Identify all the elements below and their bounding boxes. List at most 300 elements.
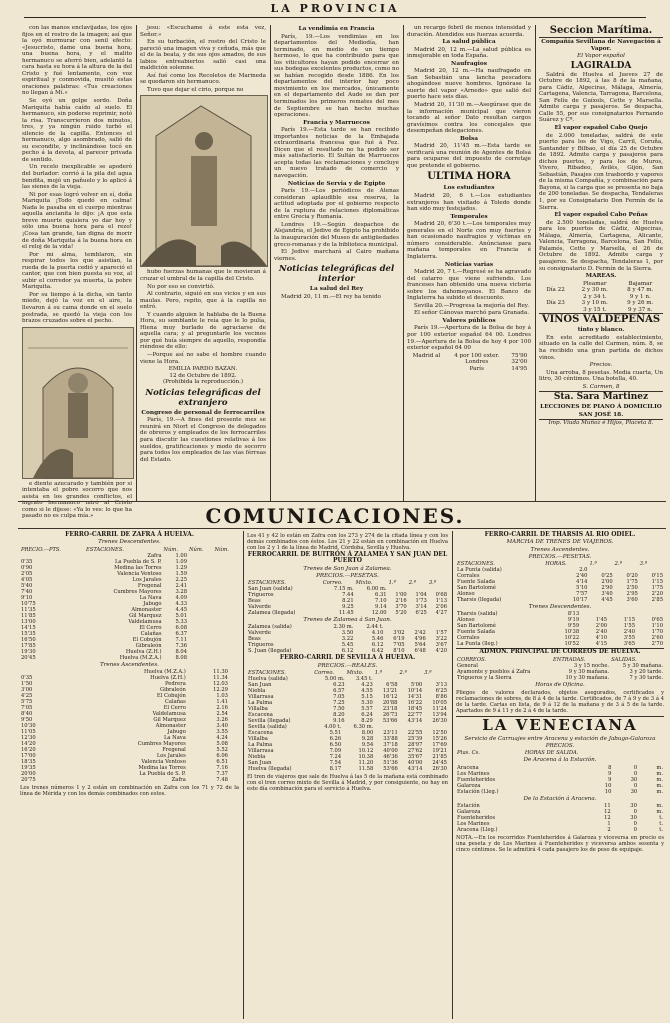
table-cell: 6'58 (386, 681, 398, 688)
veneciana-subtitle: Servicio de Carruajes entre Aracena y estación de Jabugo-Galaroza (464, 735, 656, 742)
veneciana-heading: LA VENECIANA (456, 716, 664, 734)
table-cell: 5.52 (216, 746, 228, 753)
table-cell: Huelva (salida) (248, 675, 288, 682)
paragraph: de 2.000 toneladas, saldrá de este puerto para los de Vigo, Carril, Coruña, Santander y Bilbao, el día 25 de Octubre de 1892. Admite carga y pasajeros para dichos puertos, y para los de Muros, Vivero, Ribadeo, Avilés, Gijón, San Sebastián, Pasajes con trasbordo y vapores de la misma Compañía, y combinación para Bayona, si la carga que se presenta no baja de 200 toneladas. Se despacha, Tendaleras 1, por su Consignatario Don Fermín de la Sierra. (539, 132, 663, 211)
table-cell: 2'70 (651, 641, 663, 648)
table-cell: 6.31 (375, 592, 387, 598)
table-cell: Día 22 (546, 287, 565, 294)
table-header: ESTACIONES. (457, 561, 495, 567)
table-cell: 2.0 (579, 567, 588, 573)
table-cell: 0'35 (21, 558, 33, 565)
table-cell: General (457, 662, 478, 669)
table-cell: 7 y 30 tarde. (629, 674, 663, 681)
table-header: Núm. (214, 546, 229, 553)
section-heading: Noticias telegráficas del extranjero (145, 387, 261, 408)
table-cell: Valverde (248, 604, 271, 610)
table-cell: 18'45 (407, 705, 423, 712)
table-cell: 3'67 (435, 642, 447, 649)
table-cell: Beas (248, 636, 261, 643)
table-cell: Fregenal (162, 746, 186, 753)
table-cell: 8.08 (175, 654, 188, 661)
table-cell: 1 (607, 820, 611, 827)
engraving-illustration (140, 95, 268, 267)
timetable-subtitle: Trenes Descendentes. (528, 604, 592, 610)
table-cell: 1'50 (21, 680, 33, 687)
table-cell (407, 366, 446, 373)
subheading: Valores públicos (442, 317, 496, 324)
column-3 (274, 25, 399, 501)
table-cell: 11.20 (358, 759, 374, 766)
table-cell: 12 (604, 808, 611, 815)
paragraph: Madrid 20, 6 t.—Los estudiantes extranjeros han visitado á Toledo donde han sido muy festejados. (407, 193, 531, 213)
table-cell: 0'25 (601, 573, 613, 579)
table-cell: Estación (Lleg.) (457, 788, 499, 795)
table-cell: 2'50 (626, 585, 638, 591)
section-rule (18, 501, 666, 502)
table-cell: Ayamonte y pueblos á Zafra (457, 668, 531, 675)
subheading: Noticias de Servia y de Egipto (287, 180, 386, 187)
column-5 (539, 25, 663, 501)
veneciana-header (456, 750, 664, 756)
table-cell: 5'75 (21, 698, 33, 705)
table-cell: Zafra (147, 552, 162, 559)
table-cell: 53'66 (382, 717, 398, 724)
table-cell: 0 (633, 820, 637, 827)
table-cell: 2 y 30 m. (581, 287, 608, 294)
paragraph: Tuvo que dejar el cirio, porque no (147, 86, 244, 93)
table-cell: 1.59 (175, 570, 188, 577)
table-cell: 7.05 (333, 693, 345, 700)
table-cell: t. (659, 820, 663, 827)
paragraph: de 2.500 toneladas, saldrá de Huelva para los puertos de Cádiz, Algeciras, Málaga, Almería, Cartagena, Alicante, Valencia, Tarragona, Barcelona, San Felíu, Palamós, Cette y Marsella, el 26 de Octubre de 1892. Admite carga y pasajeros. Se despacha, Tendaleras 1, por su consignatario D. Fermín de la Sierra. (539, 219, 663, 272)
table-cell: 7.44 (342, 592, 354, 598)
table-cell: Fuenteheridos (457, 814, 496, 821)
table-cell: Pedrera (165, 680, 186, 687)
maritime-heading: Seccion Marítima. (539, 25, 663, 38)
table-row (247, 610, 448, 616)
table-cell: 11'05 (21, 728, 36, 735)
table-cell: 6.12 (371, 642, 384, 649)
table-cell: 9.28 (361, 735, 374, 742)
table-row (456, 675, 664, 681)
paragraph: No por eso se convirtió. (147, 283, 215, 290)
table-cell: 8.20 (333, 711, 345, 718)
table-cell: Los Marines (457, 770, 490, 777)
table-row (456, 827, 664, 833)
table-cell: Galaroza (457, 782, 481, 789)
table-cell: m. (656, 808, 663, 815)
table-cell: 23'11 (383, 729, 398, 736)
table-cell: 1'15 (623, 617, 636, 624)
table-cell: 11'35 (21, 606, 36, 613)
table-cell: Cumbres Mayores (137, 740, 186, 747)
table-header: PRECIO.—PTS. (21, 546, 61, 553)
table-header: Bajamar (628, 280, 653, 287)
table-cell: El Cobujón (156, 692, 186, 699)
subheading: Naufragios (451, 60, 487, 67)
table-cell: 4.00 t. (324, 723, 342, 730)
table-cell: 6.26 (329, 735, 342, 742)
table-cell: 0 (633, 826, 637, 833)
table-header: 3.ª (639, 561, 648, 567)
table-cell: Alonso (457, 591, 475, 597)
table-cell: 2 (607, 826, 611, 833)
table-cell: 20'88 (382, 699, 398, 706)
table-cell: 4.55 (361, 687, 373, 694)
table-cell: 0'20 (626, 573, 638, 579)
table-cell: 2.25 (175, 576, 188, 583)
table-cell: 0 (633, 770, 638, 777)
column-2 (140, 25, 266, 501)
prices-label: PRECIOS.—REALES. (317, 662, 378, 669)
table-cell: 6'48 (414, 648, 426, 655)
table-cell: 1'15 (651, 579, 663, 585)
table-cell: 16'50 (21, 636, 36, 643)
table-cell: Fuente Salada (457, 579, 495, 585)
paragraph: Un recelo inexplicable se apoderó del burlador: corrió á la pila del agua bendita, mojó un pañuelo y lo aplicó á las sienes de la vieja. (22, 164, 132, 191)
table-cell: Tharsis (salida) (457, 611, 498, 618)
table-cell: San Juan (248, 759, 272, 766)
correos-table (456, 657, 664, 681)
table-cell: Zafra (171, 776, 186, 783)
table-cell: 14'31 (407, 693, 423, 700)
paragraph: En este acreditado establecimiento, situado en la calle del Carmen, núm. 8, se ha recibido una gran partida de dichos vinos. (539, 334, 663, 361)
table-cell: 2'42 (414, 630, 426, 637)
table-cell: 21'85 (432, 753, 447, 760)
table-header: 1.ª (589, 561, 597, 567)
table-cell: Calañas (140, 630, 162, 637)
table-cell: 12.29 (213, 686, 228, 693)
table-header: ESTACIONES. (85, 546, 124, 553)
route-subtitle: De la Estación á Aracena. (523, 795, 597, 802)
table-cell: 4 por 100 exter. (454, 352, 500, 359)
table-cell: Trigueros (248, 642, 274, 649)
table-cell: 9 (608, 770, 612, 777)
table-cell: Los Jarales (156, 752, 186, 759)
table-cell: 10 (604, 782, 612, 789)
table-cell: 3.55 (216, 728, 228, 735)
table-cell: 16'12 (382, 693, 398, 700)
table-cell: 5'00 (410, 681, 423, 688)
table-cell: Beas (248, 598, 261, 604)
table-cell: 3.26 (216, 716, 228, 723)
table-cell: 2'90 (601, 585, 613, 591)
table-cell: 9 y 30 mañana. (568, 668, 610, 675)
table-cell: 4'14 (576, 579, 588, 585)
table-cell: 8 y 47 m. (627, 287, 654, 294)
table-cell: 4.23 (361, 681, 373, 688)
table-cell: 43'14 (407, 717, 423, 724)
table-cell: 9.54 (361, 741, 374, 748)
table-cell: Sevilla (salida) (248, 723, 287, 730)
table-cell: La Puebla de S. P. (114, 558, 162, 565)
timetable (456, 561, 664, 603)
engraving-icon (141, 96, 267, 266)
table-header: Pleamar (583, 280, 607, 287)
table-cell: 9 y 26 m. (627, 300, 654, 307)
table-cell: 4.24 (216, 734, 228, 741)
comunicaciones-banner: COMUNICACIONES. (205, 504, 465, 528)
paragraph: Y cuando alguien le hablaba de la Buena Hora, su semblante le reía que le lo pulía, Hiena muy burlado de agraciarse de aquella cara; y al preguntarle los vecinos por qué huía siempre de aquello, respondía riéndose de ello: (140, 311, 266, 351)
subheading: Compañía Sevillana de Navegación á Vapor. (541, 39, 661, 52)
table-cell: 8.17 (329, 765, 342, 772)
table-cell: 6.37 (175, 630, 188, 637)
correos-text: Pliegos de valores declarados, objetos asegurados, certificados y reclamaciones de sobres, de 8 á 4 de la tarde. Certificados, de 7 á 9 y de 3 á 4 de la tarde. Cartas en lista, de 9 á 12 de la mañana y de 3 á 5 de la tarde. Apartados de 9 á 11 y de 2 á 4 de la tarde. (456, 689, 664, 714)
table-cell: 3'40 (601, 591, 613, 597)
ad-heading: Sta. Sara Martinez (539, 391, 663, 403)
table-cell: 20'45 (21, 654, 36, 661)
table-cell: 2'06 (435, 604, 447, 610)
table-cell: Aracena (Lleg.) (457, 826, 498, 833)
table-cell: 6'19 (393, 636, 405, 643)
table-cell: 46'36 (383, 753, 398, 760)
subheading: El vapor español Cabo Quejo (554, 125, 648, 132)
table-cell: 6.06 (216, 752, 228, 759)
table-cell: 5'64 (414, 642, 426, 649)
table-cell: Huelva (M.Z.A.) (143, 668, 186, 675)
table-cell: 10'30 (21, 722, 36, 729)
table-cell: 5.30 (361, 699, 373, 706)
table-cell: 1.00 (175, 552, 188, 559)
table-row (456, 789, 664, 795)
table-cell: La Palma (248, 699, 273, 706)
table-cell: 3'60 (626, 597, 638, 603)
timetable-title: FERRO-CARRIL DE THARSIS AL RIO ODIEL. (484, 531, 636, 538)
table-header-row (456, 750, 664, 756)
table-cell: 17'85 (21, 642, 36, 649)
table-cell: 10'14 (407, 687, 423, 694)
table-cell: 2'60 (651, 635, 663, 642)
table-cell: 9'19 (567, 617, 580, 624)
table-cell: 13'21 (382, 687, 398, 694)
table-cell (188, 655, 213, 661)
engraving-icon (23, 328, 133, 478)
prices-label: PRECIOS. (545, 743, 575, 749)
table-cell: 0 (633, 764, 638, 771)
timetable-subtitle: Trenes Descendentes. (98, 539, 161, 546)
table-cell: 7.54 (329, 759, 342, 766)
table-cell: 5.00 m. (324, 675, 345, 682)
table-header: ESTACIONES. (248, 669, 286, 676)
paragraph: El señor Cánovas marchó para Granada. (414, 310, 529, 317)
table-header: ENTRADAS. (553, 656, 586, 663)
table-cell: 7'40 (21, 588, 33, 595)
timetable-buitron-sevilla (247, 531, 448, 1019)
table-cell: 5.57 (361, 705, 373, 712)
subheading: Temporales (450, 213, 488, 220)
table-cell: 30 (630, 802, 637, 809)
table-cell: 1'70 (651, 629, 663, 636)
table-cell: 4'20 (435, 648, 447, 655)
timetable-subtitle: Trenes Ascendentes. (100, 661, 159, 668)
table-cell: 9'59 (567, 623, 580, 630)
table-cell: 7'05 (21, 704, 33, 711)
table-row (20, 777, 239, 783)
table-cell: 11'24 (432, 705, 447, 712)
table-header: Ptas. Cs. (457, 750, 480, 757)
table-cell: 7'05 (393, 642, 405, 649)
timetable (247, 670, 448, 724)
subheading: Bolsa (460, 135, 478, 142)
timetable (456, 611, 664, 647)
table-header: SALIDAS. (611, 656, 637, 663)
table-cell: 11.30 (213, 668, 228, 675)
table-cell: 3'22 (435, 636, 447, 643)
paragraph: Londres 19.—Según despachos de Alejandría, el Jedive de Egipto ha prohibido la inauguración del Museo de antigüedades greco-romanas y de la biblioteca municipal. (274, 221, 399, 248)
table-cell: 6.08 (175, 624, 188, 631)
paragraph: e diente azucarado y también por si intentaba el pobre socorro que nos asista en los grandes conflictos, el ingrato hermanuco miró al Cristo como si le dijese: «Ya lo ves: lo que ha pasado no es culpa mía.» (22, 480, 132, 520)
table-cell: 4.09 (175, 594, 188, 601)
table-cell: 12.03 (213, 680, 228, 687)
table-header: 1.ª (374, 669, 383, 676)
paragraph: Así fué como los Recoletos de Marineda se quedaron sin hermanuco. (140, 72, 266, 86)
table-cell: 0'68 (435, 592, 447, 598)
table-cell (234, 777, 239, 783)
table-cell: 7.48 (216, 776, 228, 783)
column-4 (407, 25, 531, 501)
paragraph: Ni por esas logró volver en sí, doña Mariquita ¡Todo quedó en calma! Nada le pasaba en el cuerpo mientras aquella ancianita le dijo: ¡A que esta breve muerte quisiera yo dar hoy y sólo una buena hora para el rezo! ¡Cosa tan grande, tan digna de morir de doña Mariquita á la buena hora en el reloj de la vida! (22, 191, 132, 251)
prices-label: PRECIOS.—PESETAS. (528, 553, 592, 560)
ultima-hora-heading: ULTIMA HORA (427, 171, 511, 183)
table-cell: 6.30 m. (353, 723, 374, 730)
column-rule (270, 25, 271, 501)
paragraph: Madrid 20, 11'45 m.—Esta tarde se verificará una reunión de Agentes de Bolsa para ocuparse del impuesto de corretaje que pretende el gobierno. (407, 143, 531, 169)
table-cell: m. (656, 764, 663, 771)
table-cell: 19'35 (21, 764, 36, 771)
table-row (407, 366, 531, 373)
paragraph: París 19.—Apertura de la Bolsa de hoy á por 100 exterior español 64 00. Londres 19.—Apertura de la Bolsa de hoy 4 por 100 exterior español 64 00 (407, 325, 531, 352)
office-hours-label: Horas de Oficina. (535, 681, 585, 688)
table-cell: 19'21 (432, 747, 447, 754)
table-cell: 12'30 (21, 734, 36, 741)
table-cell: 8'86 (435, 693, 447, 700)
table-cell: 35'67 (407, 753, 423, 760)
table-cell: 5'10 (576, 585, 588, 591)
table-cell: 3.50 (341, 630, 354, 637)
table-cell: Niebla (248, 687, 266, 694)
table-cell: 9.14 (375, 604, 387, 610)
table-cell: 2.16 (216, 704, 228, 711)
table-cell: 7.50 (333, 705, 345, 712)
table-cell: 11'85 (21, 612, 36, 619)
table-cell: Alonso (457, 617, 475, 624)
subheading: LECCIONES DE PIANO Á DOMICILIO (540, 404, 662, 411)
table-cell: Huelva (M.Z.A.) (119, 654, 162, 661)
table-cell: Almonaster (155, 722, 186, 729)
table-cell: 1.29 (175, 564, 188, 571)
table-cell: La Nava (163, 734, 186, 741)
table-cell: 12'50 (432, 729, 447, 736)
table-cell: 1'57 (435, 630, 447, 637)
timetable (20, 547, 239, 661)
subheading: Los estudiantes (443, 185, 495, 192)
table-cell: 9 (608, 776, 612, 783)
table-cell: 26'30 (432, 765, 447, 772)
table-cell: Valencia Ventoso (141, 758, 186, 765)
section-rule (18, 528, 666, 529)
table-cell: 6.42 (371, 648, 384, 655)
subheading: La salud del Rey (309, 286, 364, 293)
table-cell: 16'22 (407, 699, 423, 706)
table-cell: Huelva (Z.H.) (125, 648, 162, 655)
paragraph: Madrid 20, 12 m.—La salud pública es inmejorable en toda España. (407, 46, 531, 60)
table-cell: 6'25 (415, 610, 427, 616)
table-cell: m. (656, 788, 663, 795)
table-cell: Almonaster (131, 606, 162, 613)
table-cell: 1'04 (415, 592, 427, 598)
table-cell: 26'73 (382, 711, 398, 718)
table-cell: San Bartolomé (457, 585, 496, 591)
table-cell: 4'05 (21, 576, 33, 583)
table-cell: 3'02 (393, 630, 405, 637)
table-cell: 3 y 20 tarde. (629, 668, 663, 675)
table-cell: 3.45 t. (355, 675, 373, 682)
subheading: Noticias varias (444, 261, 494, 268)
table-cell: 24'45 (432, 759, 447, 766)
table-cell: 9'10 (21, 594, 33, 601)
timetable-note: Los trenes números 1 y 2 están en combinación en Zafra con los 71 y 72 de la línea de Mérida y con los demás combinados con estos. (20, 784, 239, 797)
table-cell: Los Marines (457, 820, 490, 827)
veneciana-note: NOTA.—En los recorridos Fuenteheridos á Galaroza y viceversa en precio es una peseta y de Los Marines á Fuenteheridos y viceversa ambos sesenta y cinco céntimos. Se le admitirá 4 cada pasajero los de peso de equipaje. (456, 834, 664, 853)
paragraph: jesu: «Escuchame á este esta vez, Señor.» (140, 25, 266, 38)
table-cell: 6.00 m. (366, 586, 387, 592)
table-cell: 16'20 (21, 746, 36, 753)
paragraph: París 19.—Los periódicos de Atenas consideran aplaudible esa reserva, la actitud adoptada por el gobierno respecto de la ruptura de relaciones diplomáticas entre Grecia y Rumanía. (274, 188, 399, 221)
timetable (20, 669, 239, 783)
table-cell: t. (659, 826, 663, 833)
paragraph: Sevilla 20.—Progresa la mejoría del Rey. (414, 302, 529, 309)
table-cell: 5.45 (341, 642, 354, 649)
table-cell: Gil Marquez (129, 612, 162, 619)
table-cell: 2'85 (651, 597, 663, 603)
table-cell: 4.33 (175, 600, 188, 607)
table-cell: 3'65 (623, 641, 636, 648)
table-cell: 5.46 (371, 636, 384, 643)
table-cell: 7'57 (576, 591, 588, 597)
signature-date: 12 de Octubre de 1892. (169, 372, 237, 379)
table-cell: La Punta (salida) (457, 567, 502, 573)
table-cell: Gibraleón (135, 642, 162, 649)
table-row (539, 300, 663, 307)
table-cell: 2 y 34 t. (583, 293, 607, 300)
column-rule (136, 25, 137, 501)
table-cell: 17'69 (432, 741, 447, 748)
table-cell: 1'73 (415, 598, 427, 604)
table-cell: Valencia Ventoso (117, 570, 162, 577)
timetable-subtitle: Trenes de San Juan á Zalamea. (303, 565, 392, 572)
table-cell: Galaroza (457, 808, 481, 815)
table-cell: Villalba (248, 705, 268, 712)
table-cell: 1'75 (651, 585, 663, 591)
table-cell: 3'14 (415, 604, 427, 610)
table-cell: La Punta (lleg.) (457, 641, 498, 648)
table-cell: 0 (633, 782, 638, 789)
table-cell: 2.41 (175, 582, 188, 589)
paragraph: con las manos enclavijadas, los ojos fijos en el rostro de la imagen; así que la oyó murmurar con senil efecto: «Jesucristo, dame una buena hora, una buena hora, y el malito hermanuco se aferró bien, adelantó la cara hasta su hora á la altura de la del Cristo y fué lentamente, con voz espiritual y conmovida, musitó estas oraciones palabras: «Tus creaciones no llegan á Mí.» (22, 25, 132, 97)
table-cell: 2'40 (595, 629, 608, 636)
table-cell: Corrales (457, 573, 480, 579)
table-cell: 40'00 (407, 759, 423, 766)
table-cell: El Cobujón (132, 636, 162, 643)
table-cell: San Juan (248, 681, 272, 688)
table-header: 2.ª (614, 561, 623, 567)
table-cell: 0'90 (21, 564, 33, 571)
timetable-title: FERRO-CARRIL DE ZAFRA Á HUELVA. (65, 531, 194, 538)
column-rule (452, 531, 453, 1019)
timetable-zafra-huelva (20, 531, 239, 1019)
table-cell: 28'97 (407, 741, 423, 748)
table-cell: 3 y 10 m. (581, 300, 608, 307)
